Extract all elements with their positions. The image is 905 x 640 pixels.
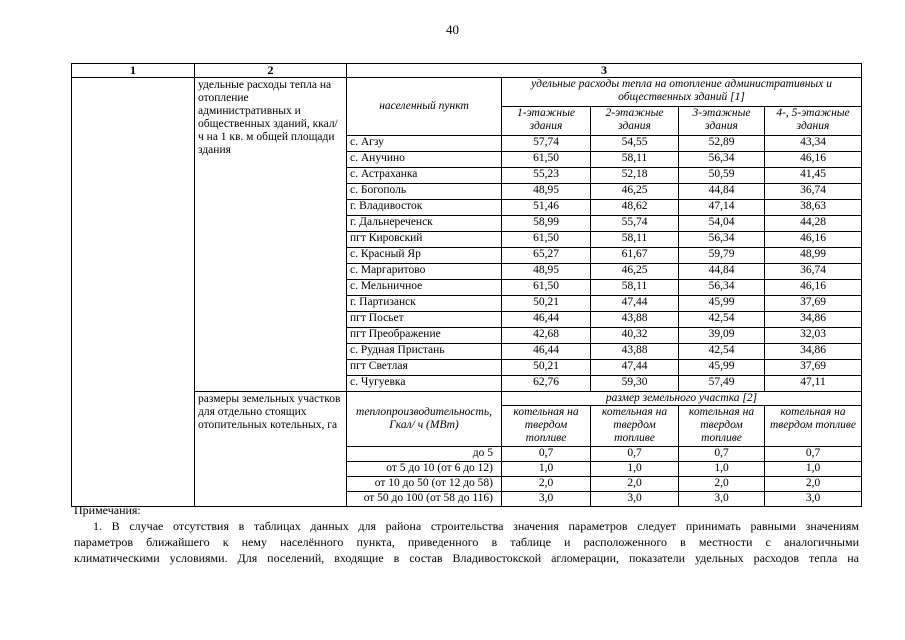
col1-empty-cell bbox=[72, 78, 195, 507]
heat-value-cell: 50,59 bbox=[679, 168, 765, 184]
city-header: населенный пункт bbox=[347, 78, 502, 136]
heat-value-cell: 58,11 bbox=[591, 232, 679, 248]
heat-value-cell: 47,44 bbox=[591, 296, 679, 312]
heat-value-cell: 48,95 bbox=[502, 184, 591, 200]
heat-value-cell: 41,45 bbox=[765, 168, 862, 184]
heat-value-cell: 43,88 bbox=[591, 312, 679, 328]
heat-value-cell: 57,74 bbox=[502, 136, 591, 152]
land-size-cell: 2,0 bbox=[679, 477, 765, 492]
capacity-cell: до 5 bbox=[347, 447, 502, 462]
heat-value-cell: 52,18 bbox=[591, 168, 679, 184]
building-type-header: 1-этажные здания bbox=[502, 107, 591, 136]
boiler-type-header: котельная на твердом топливе bbox=[679, 406, 765, 447]
city-cell: с. Чугуевка bbox=[347, 376, 502, 392]
heat-value-cell: 44,84 bbox=[679, 264, 765, 280]
page-number: 40 bbox=[446, 22, 459, 37]
heat-value-cell: 51,46 bbox=[502, 200, 591, 216]
land-size-cell: 1,0 bbox=[679, 462, 765, 477]
land-size-cell: 2,0 bbox=[502, 477, 591, 492]
city-cell: г. Партизанск bbox=[347, 296, 502, 312]
land-size-cell: 0,7 bbox=[679, 447, 765, 462]
heat-value-cell: 58,99 bbox=[502, 216, 591, 232]
heat-value-cell: 47,44 bbox=[591, 360, 679, 376]
heat-value-cell: 65,27 bbox=[502, 248, 591, 264]
heat-value-cell: 52,89 bbox=[679, 136, 765, 152]
land-size-cell: 2,0 bbox=[591, 477, 679, 492]
heat-value-cell: 38,63 bbox=[765, 200, 862, 216]
heat-value-cell: 34,86 bbox=[765, 344, 862, 360]
city-cell: с. Красный Яр bbox=[347, 248, 502, 264]
heat-value-cell: 58,11 bbox=[591, 152, 679, 168]
city-cell: с. Агзу bbox=[347, 136, 502, 152]
heat-value-cell: 40,32 bbox=[591, 328, 679, 344]
capacity-cell: от 5 до 10 (от 6 до 12) bbox=[347, 462, 502, 477]
heat-value-cell: 48,95 bbox=[502, 264, 591, 280]
heat-value-cell: 37,69 bbox=[765, 296, 862, 312]
land-size-cell: 3,0 bbox=[502, 492, 591, 507]
land-size-cell: 3,0 bbox=[679, 492, 765, 507]
heat-value-cell: 55,74 bbox=[591, 216, 679, 232]
header-col-1: 1 bbox=[72, 64, 195, 78]
heat-value-cell: 47,14 bbox=[679, 200, 765, 216]
note-line-2: параметров ближайшего к нему населённого пункта, приведенного в таблице и расположенного в местности с аналогичными bbox=[74, 535, 859, 549]
heat-value-cell: 36,74 bbox=[765, 264, 862, 280]
heat-value-cell: 61,50 bbox=[502, 280, 591, 296]
heat-value-cell: 45,99 bbox=[679, 296, 765, 312]
city-cell: пгт Преображение bbox=[347, 328, 502, 344]
note-line-3: климатическими условиями. Для поселений, входящие в состав Владивостокской агломерации, показатели удельных расходов тепла на bbox=[74, 551, 859, 565]
heat-value-cell: 56,34 bbox=[679, 152, 765, 168]
heat-value-cell: 61,67 bbox=[591, 248, 679, 264]
header-col-3: 3 bbox=[347, 64, 862, 78]
city-cell: с. Астраханка bbox=[347, 168, 502, 184]
heat-value-cell: 43,88 bbox=[591, 344, 679, 360]
heat-value-cell: 48,62 bbox=[591, 200, 679, 216]
section1-title-row bbox=[72, 78, 862, 107]
building-type-header: 4-, 5-этажные здания bbox=[765, 107, 862, 136]
heat-value-cell: 36,74 bbox=[765, 184, 862, 200]
land-size-cell: 3,0 bbox=[591, 492, 679, 507]
section1-title: удельные расходы тепла на отопление административных и общественных зданий [1] bbox=[502, 78, 862, 107]
heat-value-cell: 62,76 bbox=[502, 376, 591, 392]
heat-value-cell: 46,44 bbox=[502, 312, 591, 328]
section1-label: удельные расходы тепла на отопление административных и общественных зданий, ккал/ ч на 1 кв. м общей площади здания bbox=[198, 79, 338, 156]
heat-value-cell: 46,25 bbox=[591, 264, 679, 280]
heat-value-cell: 54,55 bbox=[591, 136, 679, 152]
heat-value-cell: 42,54 bbox=[679, 344, 765, 360]
land-size-cell: 1,0 bbox=[502, 462, 591, 477]
heat-value-cell: 37,69 bbox=[765, 360, 862, 376]
heat-value-cell: 56,34 bbox=[679, 280, 765, 296]
land-size-cell: 0,7 bbox=[591, 447, 679, 462]
section2-title: размер земельного участка [2] bbox=[502, 392, 862, 406]
heat-value-cell: 43,34 bbox=[765, 136, 862, 152]
city-cell: пгт Кировский bbox=[347, 232, 502, 248]
heat-value-cell: 46,25 bbox=[591, 184, 679, 200]
heat-value-cell: 46,16 bbox=[765, 152, 862, 168]
notes-section bbox=[71, 502, 859, 566]
header-row bbox=[72, 64, 862, 78]
heat-value-cell: 46,16 bbox=[765, 280, 862, 296]
city-cell: г. Владивосток bbox=[347, 200, 502, 216]
land-size-cell: 3,0 bbox=[765, 492, 862, 507]
section2-label: размеры земельных участков для отдельно стоящих отопительных котельных, га bbox=[198, 393, 341, 431]
heat-value-cell: 59,79 bbox=[679, 248, 765, 264]
heat-value-cell: 59,30 bbox=[591, 376, 679, 392]
heat-value-cell: 46,44 bbox=[502, 344, 591, 360]
capacity-cell: от 10 до 50 (от 12 до 58) bbox=[347, 477, 502, 492]
boiler-type-header: котельная на твердом топливе bbox=[591, 406, 679, 447]
heat-value-cell: 44,28 bbox=[765, 216, 862, 232]
heat-value-cell: 32,03 bbox=[765, 328, 862, 344]
heat-value-cell: 50,21 bbox=[502, 360, 591, 376]
city-cell: с. Анучино bbox=[347, 152, 502, 168]
heat-value-cell: 39,09 bbox=[679, 328, 765, 344]
header-col-2: 2 bbox=[195, 64, 347, 78]
city-cell: пгт Светлая bbox=[347, 360, 502, 376]
capacity-cell: от 50 до 100 (от 58 до 116) bbox=[347, 492, 502, 507]
heat-value-cell: 61,50 bbox=[502, 152, 591, 168]
heat-value-cell: 50,21 bbox=[502, 296, 591, 312]
heat-value-cell: 44,84 bbox=[679, 184, 765, 200]
heat-value-cell: 57,49 bbox=[679, 376, 765, 392]
building-type-header: 3-этажные здания bbox=[679, 107, 765, 136]
heat-value-cell: 58,11 bbox=[591, 280, 679, 296]
building-type-header: 2-этажные здания bbox=[591, 107, 679, 136]
heat-value-cell: 46,16 bbox=[765, 232, 862, 248]
city-cell: с. Мельничное bbox=[347, 280, 502, 296]
land-size-cell: 0,7 bbox=[765, 447, 862, 462]
heat-value-cell: 55,23 bbox=[502, 168, 591, 184]
heat-value-cell: 42,68 bbox=[502, 328, 591, 344]
heat-value-cell: 45,99 bbox=[679, 360, 765, 376]
note-line-1: 1. В случае отсутствия в таблицах данных для района строительства значения параметров следует принимать равными значениям bbox=[93, 519, 859, 533]
city-cell: с. Рудная Пристань bbox=[347, 344, 502, 360]
notes-title: Примечания: bbox=[74, 503, 141, 517]
land-size-cell: 0,7 bbox=[502, 447, 591, 462]
heat-value-cell: 42,54 bbox=[679, 312, 765, 328]
city-cell: с. Богополь bbox=[347, 184, 502, 200]
boiler-type-header: котельная на твердом топливе bbox=[765, 406, 862, 447]
heat-value-cell: 47,11 bbox=[765, 376, 862, 392]
city-cell: пгт Посьет bbox=[347, 312, 502, 328]
land-size-cell: 2,0 bbox=[765, 477, 862, 492]
land-size-cell: 1,0 bbox=[591, 462, 679, 477]
city-cell: с. Маргаритово bbox=[347, 264, 502, 280]
land-size-cell: 1,0 bbox=[765, 462, 862, 477]
city-cell: г. Дальнереченск bbox=[347, 216, 502, 232]
data-table bbox=[71, 63, 862, 507]
capacity-header: теплопроизводительность, Гкал/ ч (МВт) bbox=[347, 392, 502, 447]
heat-value-cell: 61,50 bbox=[502, 232, 591, 248]
heat-value-cell: 34,86 bbox=[765, 312, 862, 328]
heat-value-cell: 48,99 bbox=[765, 248, 862, 264]
heat-value-cell: 56,34 bbox=[679, 232, 765, 248]
heat-value-cell: 54,04 bbox=[679, 216, 765, 232]
boiler-type-header: котельная на твердом топливе bbox=[502, 406, 591, 447]
